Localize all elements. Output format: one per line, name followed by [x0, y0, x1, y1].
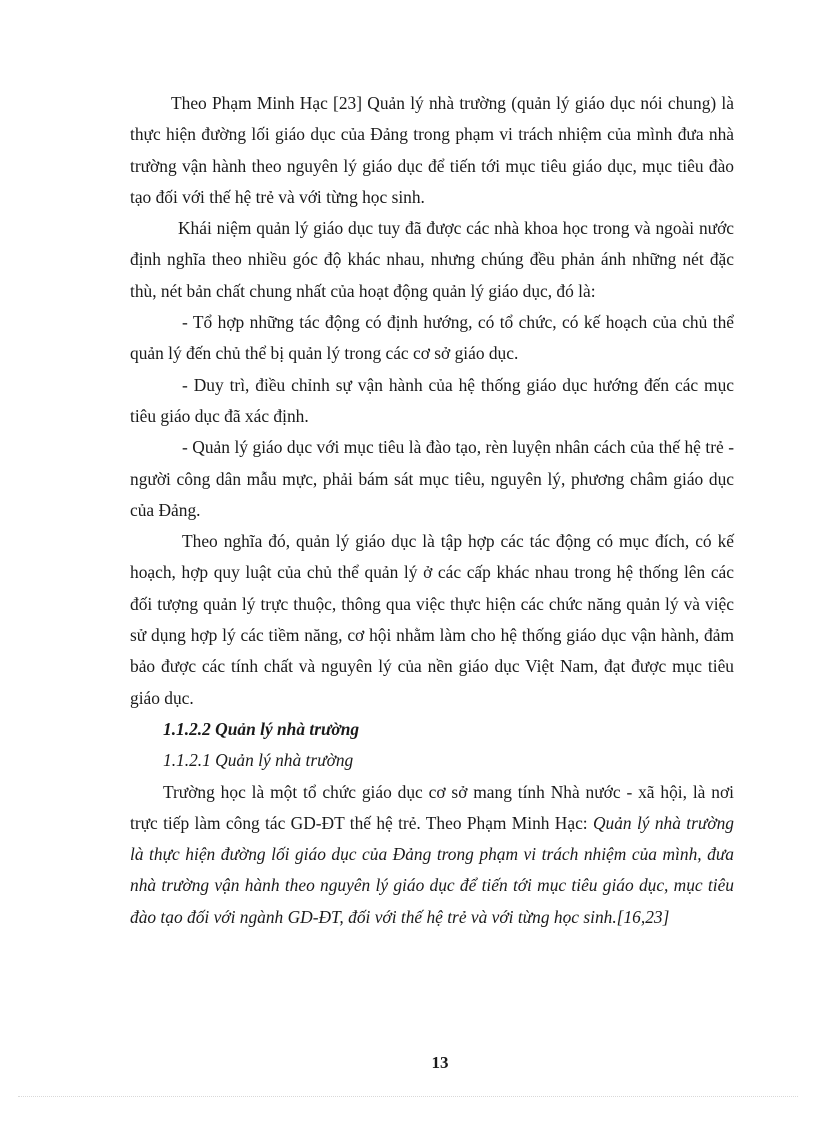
page-body	[130, 88, 734, 933]
page-bottom-rule	[18, 1096, 798, 1097]
section-heading: 1.1.2.2 Quản lý nhà trường	[163, 718, 360, 739]
paragraph-1: Theo Phạm Minh Hạc [23] Quản lý nhà trường (quản lý giáo dục nói chung) là thực hiện đường lối giáo dục của Đảng trong phạm vi trách nhiệm của mình đưa nhà trường vận hành theo nguyên lý giáo dục để tiến tới mục tiêu giáo dục, mục tiêu đào tạo đối với thế hệ trẻ và với từng học sinh.	[130, 93, 734, 207]
bullet-3: - Quản lý giáo dục với mục tiêu là đào tạo, rèn luyện nhân cách của thế hệ trẻ - người công dân mẫu mực, phải bám sát mục tiêu, nguyên lý, phương châm giáo dục của Đảng.	[130, 437, 734, 520]
page-number: 13	[431, 1053, 449, 1072]
paragraph-3: Theo nghĩa đó, quản lý giáo dục là tập hợp các tác động có mục đích, có kế hoạch, hợp quy luật của chủ thể quản lý ở các cấp khác nhau trong hệ thống lên các đối tượng quản lý trực thuộc, thông qua việc thực hiện các chức năng quản lý và việc sử dụng hợp lý các tiềm năng, cơ hội nhằm làm cho hệ thống giáo dục vận hành, đảm bảo được các tính chất và nguyên lý của nền giáo dục Việt Nam, đạt được mục tiêu giáo dục.	[130, 531, 734, 708]
paragraph-4-quote: Quản lý nhà trường là thực hiện đường lối giáo dục của Đảng trong phạm vi trách nhiệm của mình, đưa nhà trường vận hành theo nguyên lý giáo dục để tiến tới mục tiêu giáo dục, mục tiêu đào tạo đối với ngành GD-ĐT, đối với thế hệ trẻ và với từng học sinh.[16,23]	[130, 812, 734, 927]
paragraph-4	[130, 777, 734, 933]
bullet-2: - Duy trì, điều chỉnh sự vận hành của hệ thống giáo dục hướng đến các mục tiêu giáo dục đã xác định.	[130, 374, 734, 426]
paragraph-2: Khái niệm quản lý giáo dục tuy đã được các nhà khoa học trong và ngoài nước định nghĩa theo nhiều góc độ khác nhau, nhưng chúng đều phản ánh những nét đặc thù, nét bản chất chung nhất của hoạt động quản lý giáo dục, đó là:	[130, 218, 734, 301]
bullet-1: - Tổ hợp những tác động có định hướng, có tổ chức, có kế hoạch của chủ thể quản lý đến chủ thể bị quản lý trong các cơ sở giáo dục.	[130, 312, 734, 364]
paragraph-4-text: Trường học là một tổ chức giáo dục cơ sở mang tính Nhà nước - xã hội, là nơi trực tiếp làm công tác GD-ĐT thế hệ trẻ. Theo Phạm Minh Hạc:	[130, 781, 734, 833]
subsection-heading: 1.1.2.1 Quản lý nhà trường	[163, 750, 354, 771]
